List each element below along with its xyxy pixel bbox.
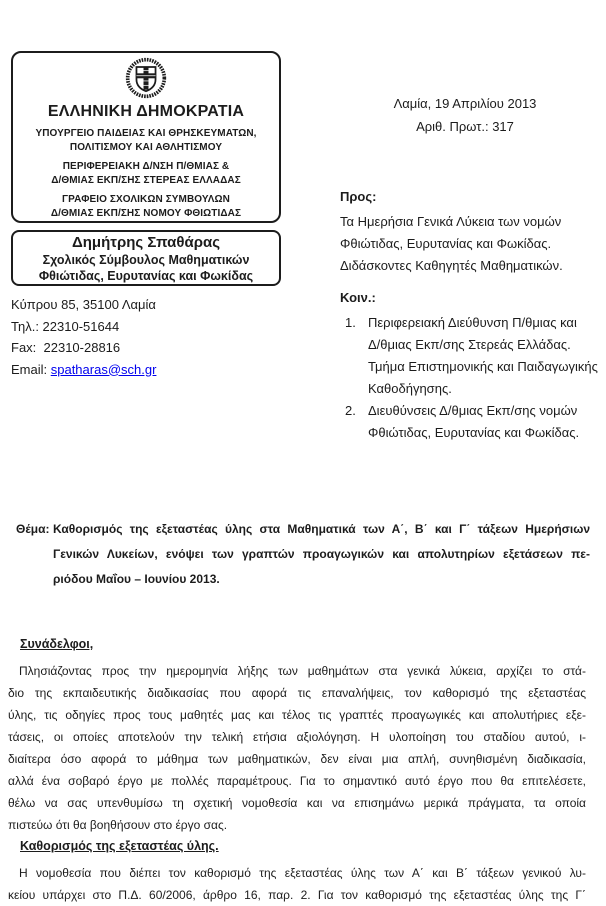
to-line: Τα Ημερήσια Γενικά Λύκεια των νομών: [340, 214, 562, 229]
advisor-box: [11, 230, 281, 286]
regional-line: Δ/ΘΜΙΑΣ ΕΚΠ/ΣΗΣ ΣΤΕΡΕΑΣ ΕΛΛΑΔΑΣ: [51, 175, 241, 186]
paragraph-line: αλλά ένα σοβαρό έργο με πολλές παραμέτρους. Για το σημαντικό αυτό έργο που θα επιτελέσετε,: [8, 774, 586, 788]
cc-item-text: [368, 312, 606, 400]
regional-line: ΠΕΡΙΦΕΡΕΙΑΚΗ Δ/ΝΣΗ Π/ΘΜΙΑΣ &: [62, 161, 230, 172]
contact-address: Κύπρου 85, 35100 Λαμία: [11, 297, 156, 312]
contact-fax: Fax: 22310-28816: [11, 340, 121, 355]
protocol-number: Αριθ. Πρωτ.: 317: [416, 119, 514, 134]
place-date: Λαμία, 19 Απριλίου 2013: [393, 96, 537, 111]
paragraph-line: διο της εκπαιδευτικής διαδικασίας που αφορά τις επαναλήψεις, τον καθορισμό της εξεταστέας: [8, 686, 586, 700]
contact-block: [11, 294, 291, 380]
republic-title: ΕΛΛΗΝΙΚΗ ΔΗΜΟΚΡΑΤΙΑ: [47, 103, 245, 120]
to-line: Φθιώτιδας, Ευρυτανίας και Φωκίδας.: [340, 236, 552, 251]
cc-item: [345, 400, 606, 444]
paragraph-line: κείου υπάρχει στο Π.Δ. 60/2006, άρθρο 16, παρ. 2. Για τον καθορισμό της εξεταστέας ύλης της Γ΄: [8, 888, 586, 902]
subject-line: Καθορισμός της εξεταστέας ύλης στα Μαθηματικά των Α΄, Β΄ και Γ΄ τάξεων Ημερήσιων: [53, 522, 590, 536]
subject-block: [16, 517, 590, 592]
paragraph-line: Πλησιάζοντας προς την ημερομηνία λήξης των μαθημάτων στα γενικά λύκεια, αρχίζει το στά-: [19, 664, 586, 678]
contact-phone: Τηλ.: 22310-51644: [11, 318, 120, 334]
subject-line: ριόδου Μαΐου – Ιουνίου 2013.: [53, 572, 220, 586]
contact-email-line: [11, 359, 291, 381]
letterhead-box: [11, 51, 281, 223]
cc-item: [345, 312, 606, 400]
body-paragraph-1: [8, 660, 586, 836]
paragraph-line: ύλης, τις οδηγίες προς τους μαθητές μας και τέλος τις γραπτές προαγωγικές και απολυτήριες εξε-: [8, 708, 586, 722]
advisor-name: Δημήτρης Σπαθάρας: [71, 233, 221, 251]
subject-line: Γενικών Λυκείων, ενόψει των γραπτών προαγωγικών και απολυτηρίων εξετάσεων πε-: [53, 547, 590, 561]
to-label: Προς:: [340, 189, 377, 204]
cc-line: Περιφερειακή Διεύθυνση Π/θμιας και: [368, 315, 577, 330]
paragraph-line: Η νομοθεσία που διέπει τον καθορισμό της εξεταστέας ύλης των Α΄ και Β΄ τάξεων γενικού λυ-: [19, 866, 586, 880]
advisor-prefectures: Φθιώτιδας, Ευρυτανίας και Φωκίδας: [38, 268, 254, 283]
paragraph-line: διαίτερα όσο αφορά το μάθημα των μαθηματικών, δεν είναι μια απλή, συνηθισμένη διαδικασία,: [8, 752, 586, 766]
cc-item-number: 1.: [345, 315, 356, 330]
cc-line: Φθιώτιδας, Ευρυτανίας και Φωκίδας.: [368, 425, 580, 440]
ministry-line: ΥΠΟΥΡΓΕΙΟ ΠΑΙΔΕΙΑΣ ΚΑΙ ΘΡΗΣΚΕΥΜΑΤΩΝ,: [35, 128, 257, 139]
subject-label: Θέμα:: [16, 522, 50, 536]
greek-coat-of-arms-icon: [124, 56, 168, 100]
to-line: Διδάσκοντες Καθηγητές Μαθηματικών.: [340, 258, 563, 273]
cc-list: [345, 312, 606, 444]
cc-item-number: 2.: [345, 403, 356, 418]
email-label: Email:: [11, 361, 51, 377]
office-line: ΓΡΑΦΕΙΟ ΣΧΟΛΙΚΩΝ ΣΥΜΒΟΥΛΩΝ: [62, 194, 230, 205]
cc-item-text: [368, 400, 606, 444]
advisors-office: [51, 193, 241, 221]
cc-line: Τμήμα Επιστημονικής και Παιδαγωγικής: [368, 359, 598, 374]
paragraph-line: τάσεις, οι οποίες αποτελούν την τελική ετήσια αξιολόγηση. Η υλοποίηση του σταδίου αυτού, ι-: [8, 730, 586, 744]
cc-label: Κοιν.:: [340, 290, 376, 305]
paragraph-line: θέλω να σας υπενθυμίσω τη σχετική νομοθεσία και να επισημάνω μερικά πράγματα, τα οποία: [8, 796, 586, 810]
to-recipients: [340, 211, 606, 277]
email-link[interactable]: spatharas@sch.gr: [50, 361, 157, 377]
section-heading: Καθορισμός της εξεταστέας ύλης.: [20, 839, 219, 853]
salutation: Συνάδελφοι,: [20, 637, 94, 651]
cc-line: Διευθύνσεις Δ/θμιας Εκπ/σης νομών: [368, 403, 578, 418]
cc-line: Καθοδήγησης.: [368, 381, 452, 396]
cc-line: Δ/θμιας Εκπ/σης Στερεάς Ελλάδας.: [368, 337, 571, 352]
ministry-name: [35, 127, 256, 155]
paragraph-line: πιστεύω ότι θα βοηθήσουν στο έργο σας.: [8, 818, 228, 832]
advisor-title: Σχολικός Σύμβουλος Μαθηματικών: [42, 252, 250, 267]
subject-text: [53, 517, 590, 592]
ministry-line: ΠΟΛΙΤΙΣΜΟΥ ΚΑΙ ΑΘΛΗΤΙΣΜΟΥ: [69, 142, 223, 153]
regional-directorate: [51, 160, 241, 188]
date-block: [340, 92, 590, 138]
body-paragraph-2: [8, 862, 586, 906]
office-line: Δ/ΘΜΙΑΣ ΕΚΠ/ΣΗΣ ΝΟΜΟΥ ΦΘΙΩΤΙΔΑΣ: [50, 208, 242, 219]
